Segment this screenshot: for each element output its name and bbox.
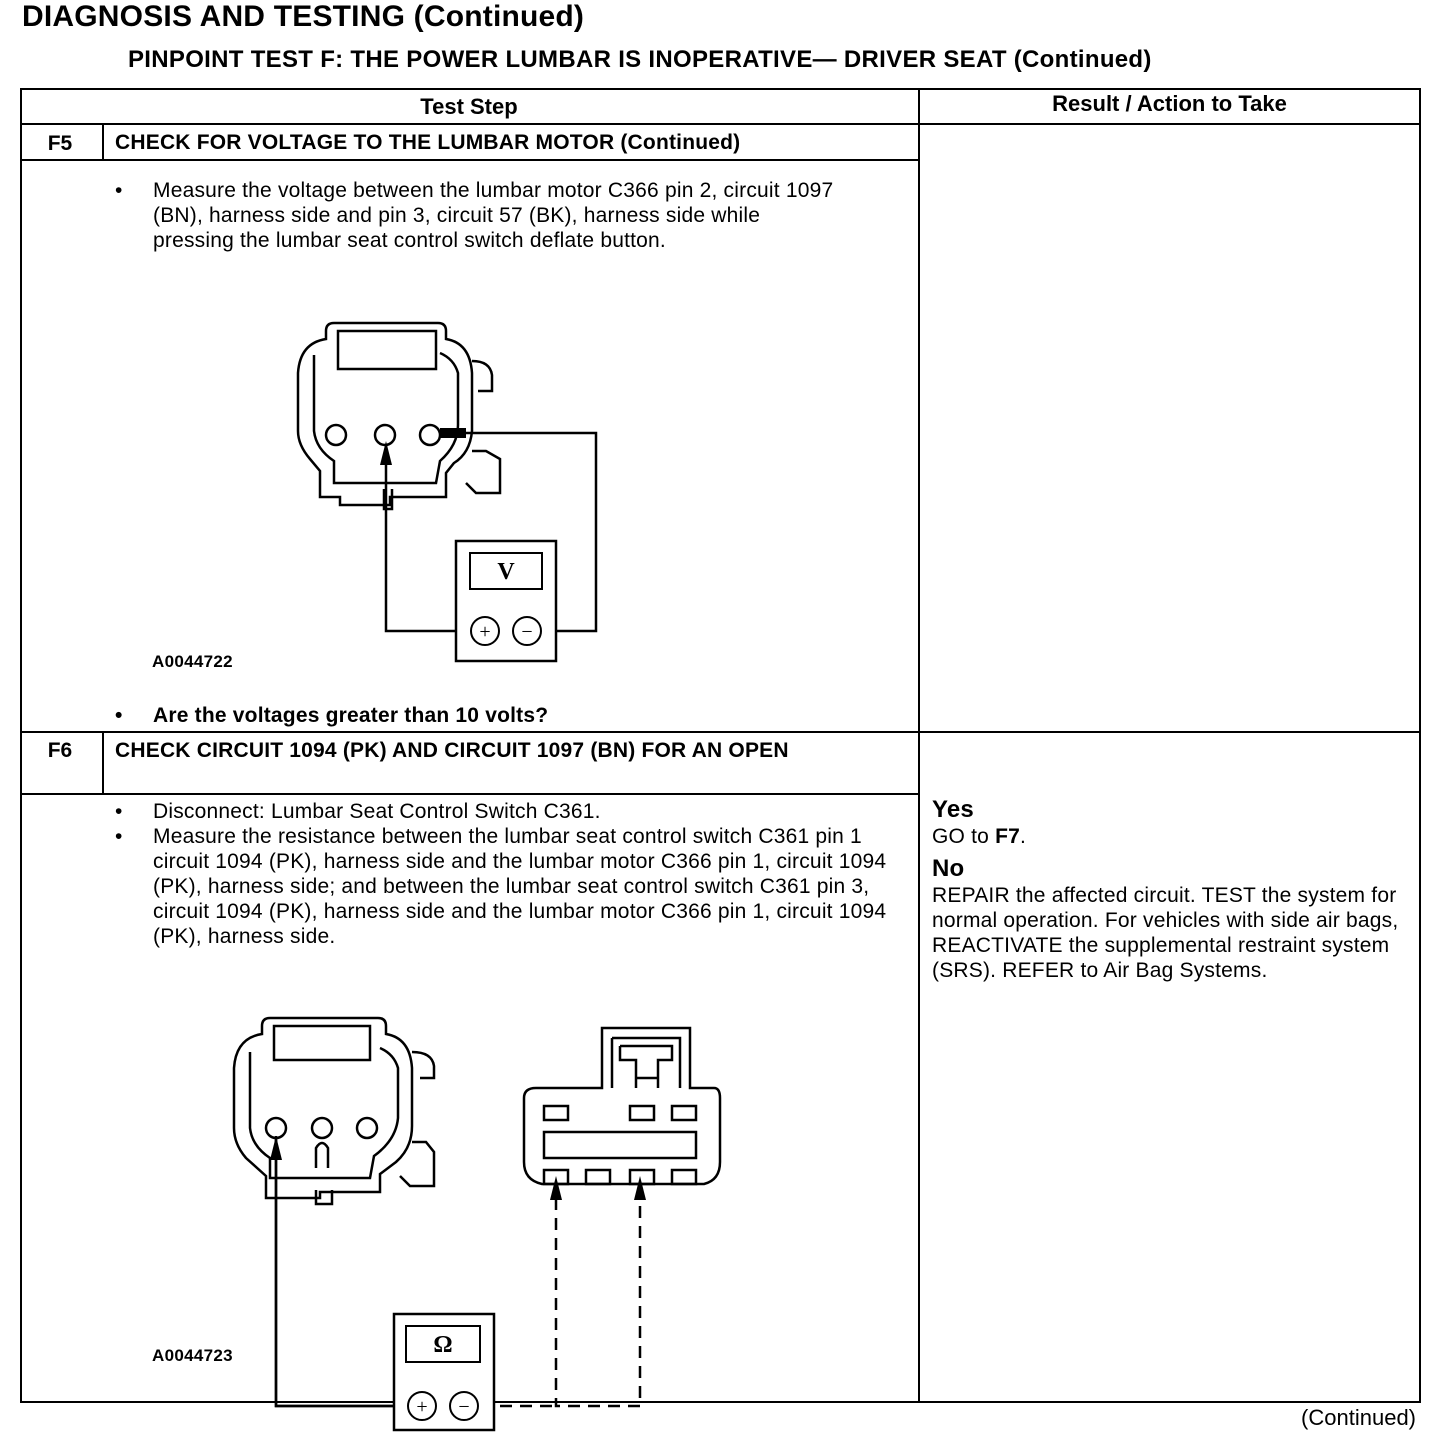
no-label: No bbox=[932, 855, 965, 882]
instruction-list bbox=[115, 178, 845, 253]
instruction-item: • Measure the resistance between the lumbar seat control switch C361 pin 1 circuit 1094 (PK), harness side and the lumbar motor C366 pin 1, circuit 1094 (PK), harness side; and between the lumbar seat control switch C361 pin 3, circuit 1094 (PK), harness side and the lumbar motor C366 pin 1, circuit 1094 (PK), harness side. bbox=[115, 824, 905, 949]
table-border-bottom bbox=[20, 1401, 1421, 1403]
lumbar-motor-connector bbox=[234, 1018, 434, 1204]
f6-title-rule bbox=[20, 793, 920, 795]
resistance-test-diagram bbox=[220, 1008, 740, 1418]
page-heading: DIAGNOSIS AND TESTING (Continued) bbox=[22, 0, 585, 33]
column-header-result: Result / Action to Take bbox=[1052, 91, 1287, 116]
negative-probe-icon bbox=[440, 428, 466, 438]
yes-label: Yes bbox=[932, 796, 974, 823]
step-id: F6 bbox=[47, 739, 73, 762]
question-item: • Are the voltages greater than 10 volts? bbox=[115, 703, 905, 728]
yes-text: GO to bbox=[932, 825, 996, 848]
meter-leads bbox=[276, 1136, 410, 1406]
meter-symbol: V bbox=[497, 559, 515, 585]
question-list bbox=[115, 703, 905, 728]
figure-id: A0044722 bbox=[152, 652, 233, 671]
result-actions bbox=[932, 796, 1412, 983]
yes-action bbox=[932, 824, 1412, 849]
figure-id: A0044723 bbox=[152, 1346, 233, 1365]
meter-minus: − bbox=[521, 621, 533, 643]
yes-tail: . bbox=[1019, 825, 1027, 848]
switch-connector bbox=[524, 1028, 720, 1184]
table-border-right bbox=[1419, 88, 1421, 1403]
step-divider bbox=[20, 731, 1421, 733]
ohmmeter-icon bbox=[394, 1314, 494, 1430]
probe-icon bbox=[634, 1176, 646, 1200]
meter-plus: + bbox=[479, 621, 491, 643]
footer-continued: (Continued) bbox=[1301, 1405, 1416, 1430]
instruction-item: • Disconnect: Lumbar Seat Control Switch C361. bbox=[115, 799, 905, 824]
voltmeter-icon bbox=[456, 541, 556, 661]
instruction-item: • Measure the voltage between the lumbar motor C366 pin 2, circuit 1097 (BN), harness side and pin 3, circuit 57 (BK), harness side while pressing the lumbar seat control switch deflate button. bbox=[115, 178, 845, 253]
column-divider bbox=[918, 88, 920, 1403]
f5-id-divider bbox=[102, 123, 104, 161]
probe-icon bbox=[270, 1136, 282, 1160]
yes-target-link[interactable]: F7 bbox=[995, 825, 1020, 848]
step-title: CHECK CIRCUIT 1094 (PK) AND CIRCUIT 1097 (BN) FOR AN OPEN bbox=[115, 739, 789, 762]
column-header-test-step: Test Step bbox=[420, 94, 518, 119]
header-rule bbox=[20, 123, 1421, 125]
meter-symbol: Ω bbox=[433, 1332, 453, 1358]
step-title: CHECK FOR VOLTAGE TO THE LUMBAR MOTOR (Continued) bbox=[115, 131, 741, 154]
instruction-list bbox=[115, 799, 905, 949]
f6-id-divider bbox=[102, 731, 104, 794]
meter-plus: + bbox=[416, 1396, 428, 1418]
step-id: F5 bbox=[47, 132, 73, 155]
dashed-meter-leads bbox=[480, 1198, 640, 1406]
probe-icon bbox=[550, 1176, 562, 1200]
no-action: REPAIR the affected circuit. TEST the system for normal operation. For vehicles with side air bags, REACTIVATE the supplemental restraint system (SRS). REFER to Air Bag Systems. bbox=[932, 884, 1399, 982]
voltage-test-diagram bbox=[290, 313, 630, 658]
f5-title-rule bbox=[20, 159, 920, 161]
lumbar-motor-connector bbox=[298, 323, 500, 509]
pinpoint-test-table bbox=[20, 88, 1421, 1418]
pinpoint-test-title: PINPOINT TEST F: THE POWER LUMBAR IS INOPERATIVE— DRIVER SEAT (Continued) bbox=[128, 46, 1152, 73]
meter-minus: − bbox=[458, 1396, 470, 1418]
table-border-top bbox=[20, 88, 1421, 90]
